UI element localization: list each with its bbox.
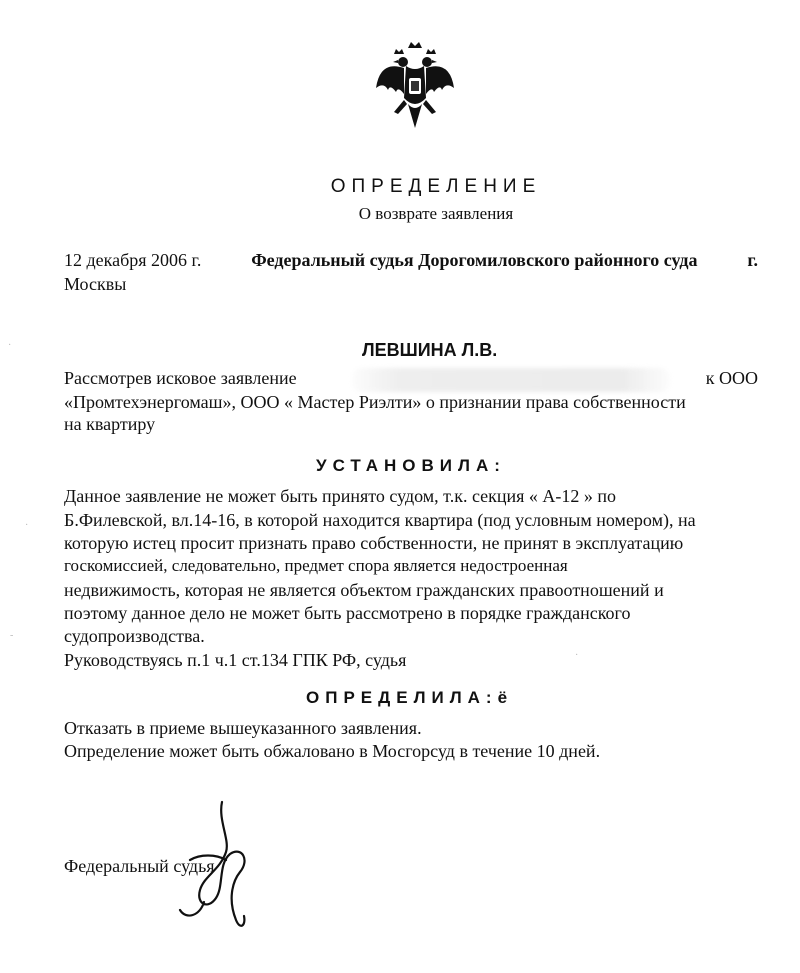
scan-speck: - xyxy=(10,630,14,641)
review-line-2: «Промтехэнергомаш», ООО « Мастер Риэлти» о признании права собственности xyxy=(64,392,686,412)
established-line: поэтому данное дело не может быть рассмотрено в порядке гражданского xyxy=(64,603,631,623)
intro-date: 12 декабря 2006 г. xyxy=(64,250,202,270)
scan-speck: · xyxy=(25,520,29,531)
established-line: госкомиссией, следовательно, предмет спора является недостроенная xyxy=(64,556,568,575)
intro-line-1 xyxy=(64,250,758,271)
guided-by-line: Руководствуясь п.1 ч.1 ст.134 ГПК РФ, судья xyxy=(64,650,407,670)
review-line-1-start: Рассмотрев исковое заявление xyxy=(64,368,297,388)
intro-city-abbr: г. xyxy=(747,250,758,270)
intro-court: Федеральный судья Дорогомиловского районного суда xyxy=(251,250,698,270)
document-subtitle: О возврате заявления xyxy=(358,204,514,223)
decision-line-2: Определение может быть обжаловано в Мосгорсуд в течение 10 дней. xyxy=(64,741,601,761)
redacted-plaintiff-name xyxy=(352,368,670,392)
document-title: ОПРЕДЕЛЕНИЕ xyxy=(330,176,542,197)
signer-title: Федеральный судья xyxy=(64,856,215,876)
judge-name: ЛЕВШИНА Л.В. xyxy=(362,340,498,360)
review-line-1-end: к ООО xyxy=(705,368,758,388)
scan-speck: · xyxy=(575,650,579,661)
established-heading: УСТАНОВИЛА: xyxy=(316,456,506,475)
established-line: судопроизводства. xyxy=(64,626,205,646)
established-line: Б.Филевской, вл.14-16, в которой находится квартира (под условным номером), на xyxy=(64,510,696,530)
established-line: которую истец просит признать право собственности, не принят в эксплуатацию xyxy=(64,533,684,553)
decision-line-1: Отказать в приеме вышеуказанного заявления. xyxy=(64,718,422,738)
review-line-3: на квартиру xyxy=(64,414,156,434)
decided-heading: ОПРЕДЕЛИЛА:ё xyxy=(306,688,514,707)
established-line: недвижимость, которая не является объектом гражданских правоотношений и xyxy=(64,580,664,600)
established-line: Данное заявление не может быть принято судом, т.к. секция « А-12 » по xyxy=(64,486,617,506)
intro-line-2: Москвы xyxy=(64,274,127,294)
handwritten-signature-icon xyxy=(160,790,270,940)
scan-speck: · xyxy=(8,340,12,351)
russian-coat-of-arms-icon xyxy=(370,38,460,138)
